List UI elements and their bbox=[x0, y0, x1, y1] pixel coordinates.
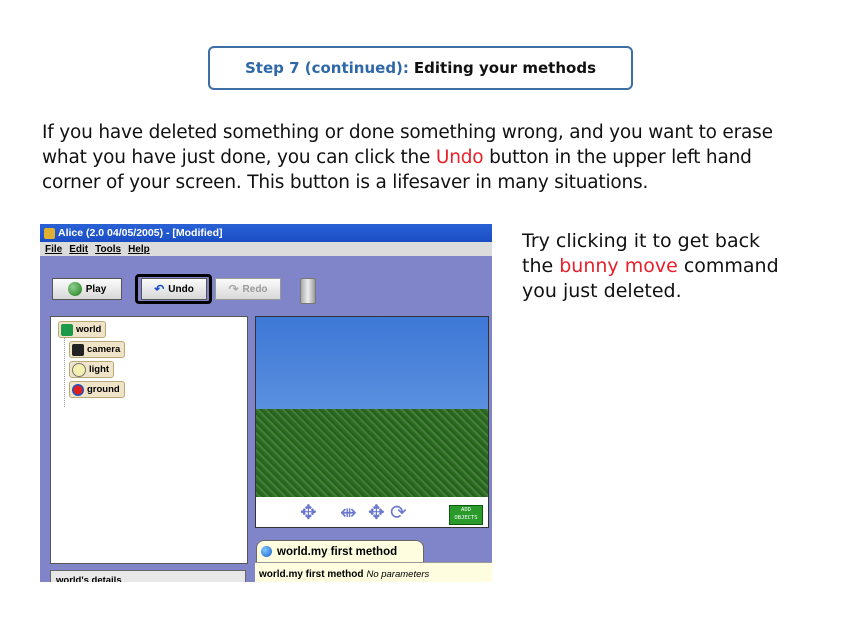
alice-titlebar bbox=[40, 224, 492, 242]
tree-item-light[interactable] bbox=[69, 361, 114, 378]
method-tab-icon bbox=[261, 546, 272, 557]
redo-label: Redo bbox=[242, 283, 268, 295]
intro-paragraph bbox=[42, 120, 802, 195]
slide-title-box bbox=[208, 46, 633, 90]
alice-app-icon bbox=[44, 228, 55, 239]
camera-controls bbox=[256, 497, 488, 527]
tree-label-world: world bbox=[76, 324, 102, 335]
side-instruction bbox=[522, 229, 782, 304]
undo-highlight-box bbox=[135, 274, 212, 304]
tree-item-world[interactable] bbox=[58, 321, 106, 338]
paragraph-text-1: If you have deleted something or done something wrong, and you want to erase what you have just done, you can click the bbox=[42, 122, 773, 168]
side-text-1: Try clicking it to get back the bbox=[522, 230, 761, 277]
alice-window-title: Alice (2.0 04/05/2005) - [Modified] bbox=[58, 227, 223, 239]
side-bunny-highlight: bunny move bbox=[559, 255, 678, 277]
undo-icon: ↶ bbox=[154, 282, 165, 296]
object-tree bbox=[50, 316, 248, 564]
menu-help[interactable]: Help bbox=[128, 243, 150, 255]
tree-label-ground: ground bbox=[87, 384, 120, 395]
redo-button[interactable] bbox=[215, 278, 281, 300]
slide-title-main: Editing your methods bbox=[413, 59, 597, 77]
light-bulb-icon bbox=[72, 363, 86, 377]
menu-tools[interactable]: Tools bbox=[95, 243, 122, 255]
tilt-arrows-icon[interactable]: ✥ bbox=[368, 502, 385, 524]
tree-connector bbox=[64, 337, 65, 407]
play-label: Play bbox=[85, 283, 107, 295]
redo-icon: ↷ bbox=[228, 282, 239, 296]
world-icon bbox=[61, 324, 73, 336]
paragraph-undo-highlight: Undo bbox=[435, 147, 484, 168]
move-arrows-icon[interactable]: ✥ bbox=[300, 502, 317, 524]
paragraph-text-2: button in the upper left hand corner of your screen. This button is a lifesaver in many situations. bbox=[42, 147, 752, 193]
undo-label: Undo bbox=[168, 283, 194, 295]
ground-grass bbox=[256, 409, 488, 497]
menu-edit[interactable]: Edit bbox=[69, 243, 89, 255]
tree-item-ground[interactable] bbox=[69, 381, 125, 398]
tree-label-camera: camera bbox=[87, 344, 121, 355]
move-arrows-icon-2[interactable]: ⇼ bbox=[340, 502, 357, 524]
alice-menubar bbox=[40, 242, 492, 256]
method-editor-tab[interactable] bbox=[256, 540, 424, 562]
ground-icon bbox=[72, 384, 84, 396]
method-tab-label: world.my first method bbox=[277, 545, 398, 558]
add-objects-button[interactable]: ADD OBJECTS bbox=[449, 505, 483, 525]
world-viewer bbox=[255, 316, 489, 528]
play-icon bbox=[68, 282, 82, 296]
rotate-icon[interactable]: ⟳ bbox=[390, 502, 407, 524]
trash-icon[interactable] bbox=[300, 278, 316, 304]
side-text-2: command you just deleted. bbox=[522, 255, 779, 302]
method-editor-panel bbox=[255, 562, 492, 582]
method-params: No parameters bbox=[366, 569, 430, 580]
menu-file[interactable]: File bbox=[45, 243, 63, 255]
details-panel-header[interactable]: world's details bbox=[50, 570, 246, 582]
slide-title-prefix: Step 7 (continued): bbox=[244, 59, 409, 77]
camera-icon bbox=[72, 344, 84, 356]
alice-screenshot bbox=[40, 224, 492, 582]
method-name: world.my first method bbox=[259, 569, 364, 580]
tree-label-light: light bbox=[89, 364, 110, 375]
tree-item-camera[interactable] bbox=[69, 341, 125, 358]
play-button[interactable] bbox=[52, 278, 122, 300]
sky bbox=[256, 317, 488, 409]
